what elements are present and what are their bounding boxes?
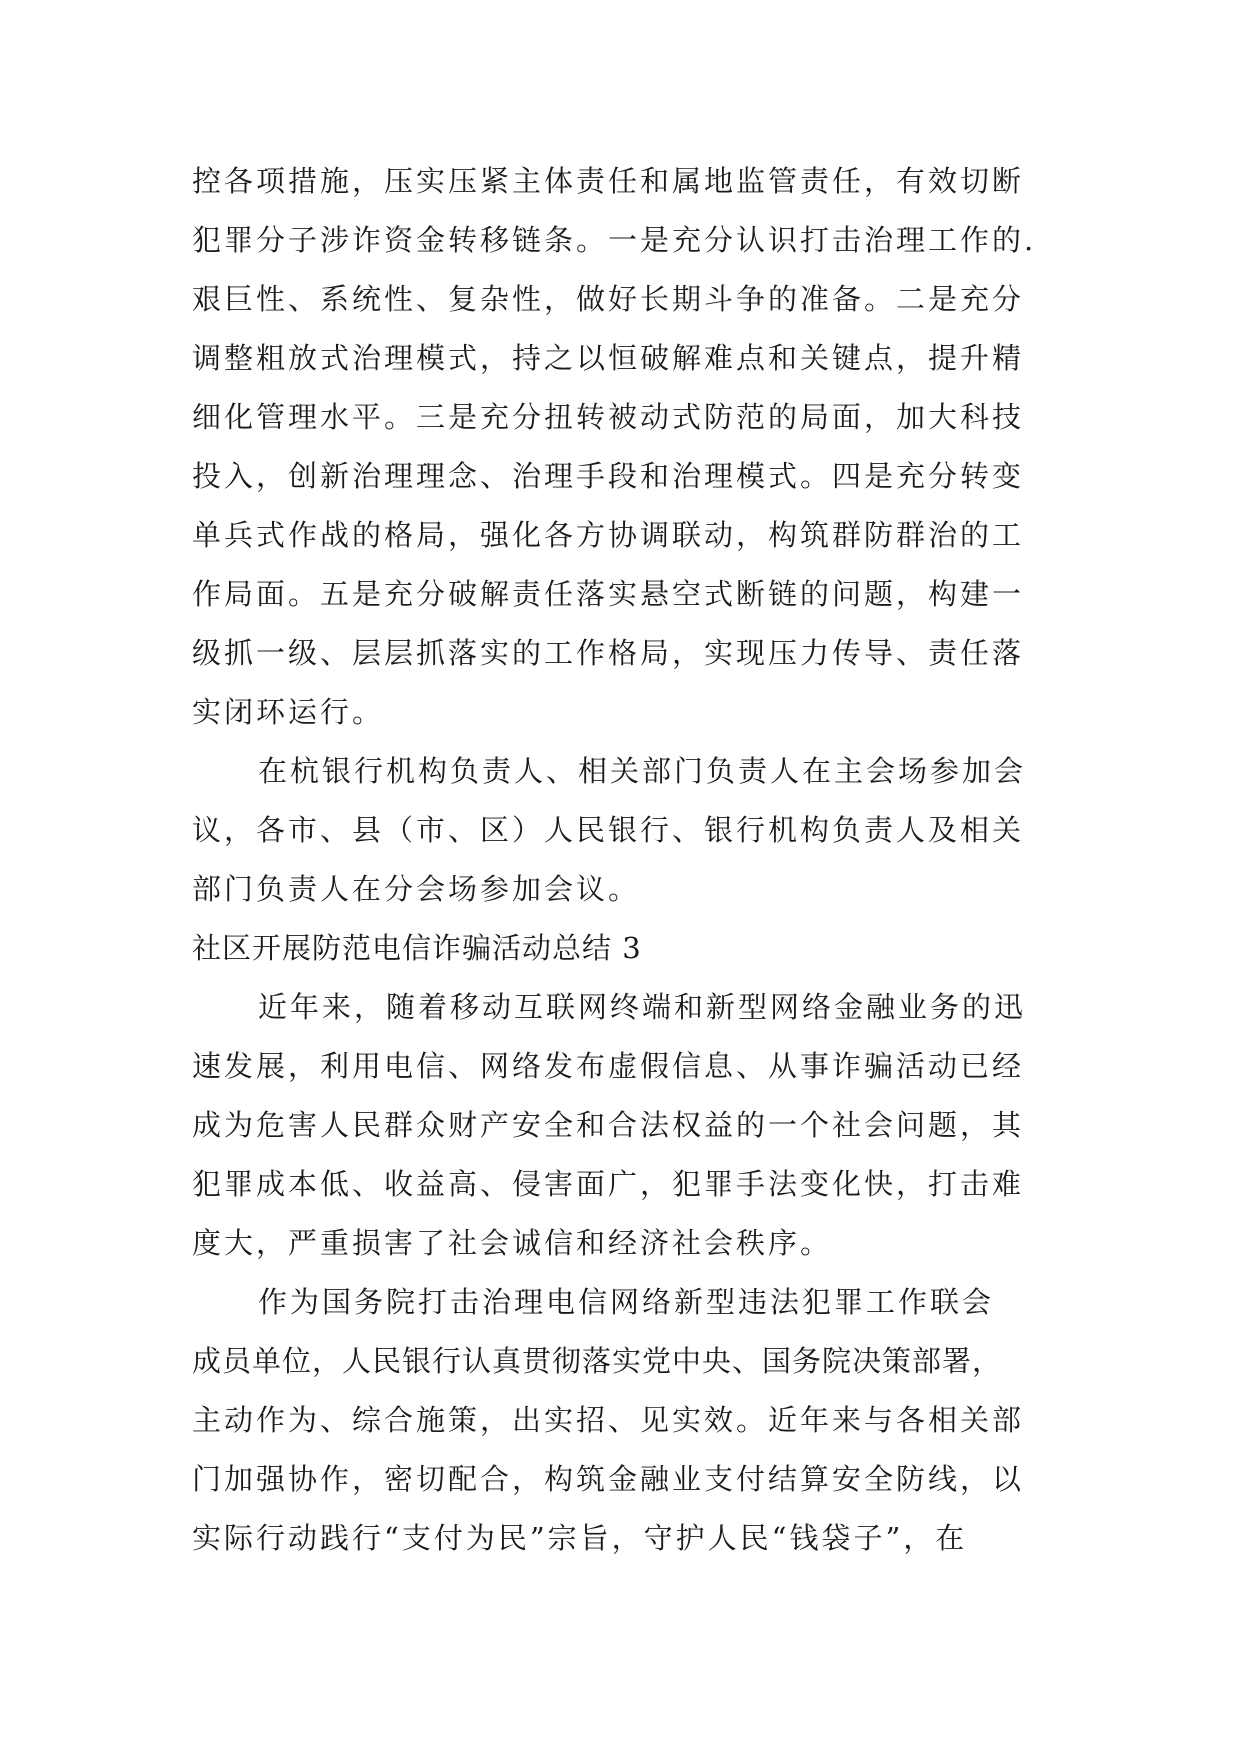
paragraph-line: 细化管理水平。三是充分扭转被动式防范的局面，加大科技 <box>192 400 1025 434</box>
paragraph-line: 控各项措施，压实压紧主体责任和属地监管责任，有效切断 <box>192 164 1025 198</box>
paragraph-line: 犯罪成本低、收益高、侵害面广，犯罪手法变化快，打击难 <box>192 1167 1025 1201</box>
paragraph-line: 速发展，利用电信、网络发布虚假信息、从事诈骗活动已经 <box>192 1049 1025 1083</box>
paragraph-line: 主动作为、综合施策，出实招、见实效。近年来与各相关部 <box>192 1403 1025 1437</box>
section-heading: 社区开展防范电信诈骗活动总结 3 <box>192 931 642 965</box>
paragraph-line: 议，各市、县（市、区）人民银行、银行机构负责人及相关 <box>192 813 1025 847</box>
paragraph-line: 在杭银行机构负责人、相关部门负责人在主会场参加会 <box>258 754 1027 788</box>
paragraph-line: 部门负责人在分会场参加会议。 <box>192 872 641 906</box>
paragraph-line: 犯罪分子涉诈资金转移链条。一是充分认识打击治理工作的. <box>192 223 1037 257</box>
paragraph-line: 实闭环运行。 <box>192 695 385 729</box>
paragraph-line: 级抓一级、层层抓落实的工作格局，实现压力传导、责任落 <box>192 636 1025 670</box>
paragraph-line: 调整粗放式治理模式，持之以恒破解难点和关键点，提升精 <box>192 341 1025 375</box>
paragraph-line: 门加强协作，密切配合，构筑金融业支付结算安全防线，以 <box>192 1462 1025 1496</box>
document-body <box>192 152 1054 1568</box>
paragraph-line: 单兵式作战的格局，强化各方协调联动，构筑群防群治的工 <box>192 518 1025 552</box>
paragraph-line: 度大，严重损害了社会诚信和经济社会秩序。 <box>192 1226 833 1260</box>
paragraph-line: 作局面。五是充分破解责任落实悬空式断链的问题，构建一 <box>192 577 1025 611</box>
paragraph-line: 实际行动践行“支付为民”宗旨，守护人民“钱袋子”，在 <box>192 1521 968 1555</box>
paragraph-line: 投入，创新治理理念、治理手段和治理模式。四是充分转变 <box>192 459 1025 493</box>
paragraph-line: 作为国务院打击治理电信网络新型违法犯罪工作联会 <box>258 1285 995 1319</box>
paragraph-line: 成员单位，人民银行认真贯彻落实党中央、国务院决策部署， <box>192 1344 1003 1378</box>
paragraph-line: 艰巨性、系统性、复杂性，做好长期斗争的准备。二是充分 <box>192 282 1025 316</box>
paragraph-line: 成为危害人民群众财产安全和合法权益的一个社会问题，其 <box>192 1108 1025 1142</box>
paragraph-line: 近年来，随着移动互联网终端和新型网络金融业务的迅 <box>258 990 1027 1024</box>
